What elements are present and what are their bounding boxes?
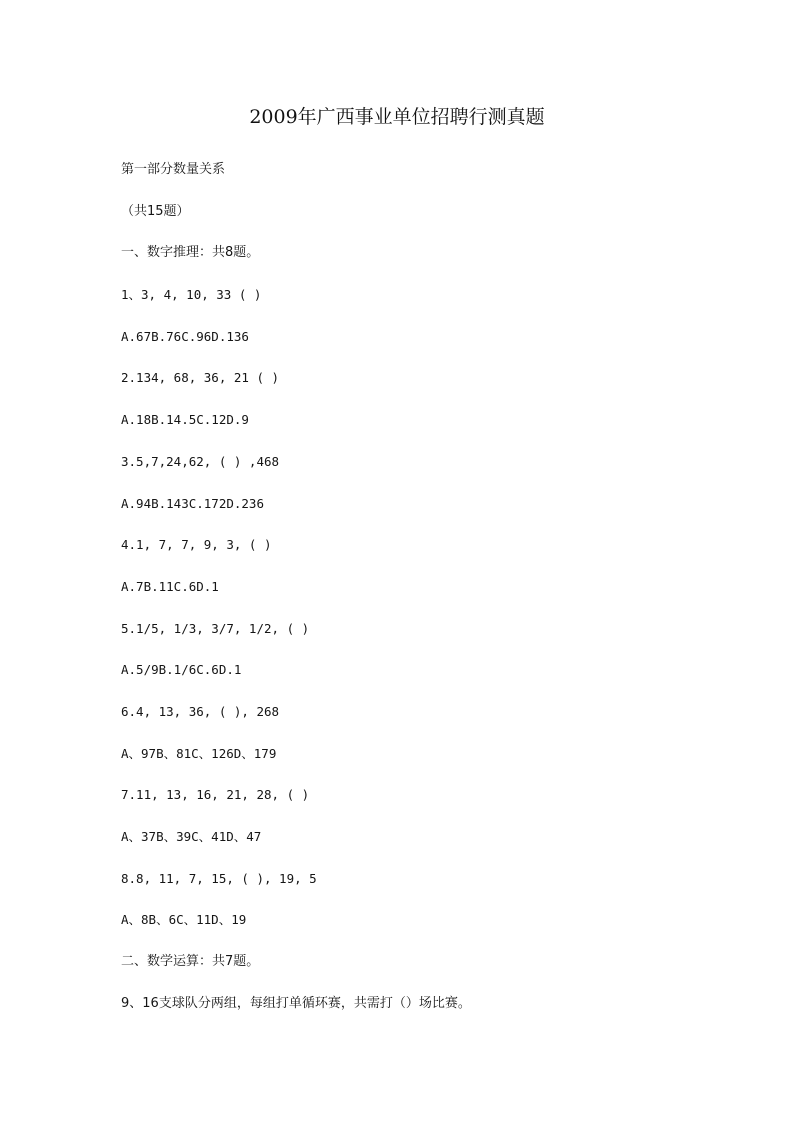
question-stem-9: 9、16支球队分两组，每组打单循环赛，共需打（）场比赛。 (121, 995, 471, 1011)
question-stem-2: 2.134, 68, 36, 21 ( ) (121, 370, 280, 386)
document-body (121, 160, 721, 1035)
question-options-5: A.5/9B.1/6C.6D.1 (121, 662, 242, 678)
question-stem-8: 8.8, 11, 7, 15, ( ), 19, 5 (121, 870, 317, 886)
question-options-1: A.67B.76C.96D.136 (121, 328, 249, 344)
question-options-7: A、37B、39C、41D、47 (121, 829, 262, 844)
part2-heading: 二、数学运算：共7题。 (121, 954, 260, 970)
question-stem-7: 7.11, 13, 16, 21, 28, ( ) (121, 787, 310, 803)
question-stem-1: 1、3, 4, 10, 33 ( ) (121, 287, 262, 303)
question-options-3: A.94B.143C.172D.236 (121, 495, 264, 511)
question-stem-6: 6.4, 13, 36, ( ), 268 (121, 703, 280, 719)
question-count-note: （共15题） (121, 203, 190, 219)
part1-heading: 一、数字推理：共8题。 (121, 245, 260, 261)
question-options-2: A.18B.14.5C.12D.9 (121, 412, 249, 428)
question-stem-3: 3.5,7,24,62, ( ) ,468 (121, 453, 280, 469)
question-options-6: A、97B、81C、126D、179 (121, 745, 277, 761)
document-title: 2009年广西事业单位招聘行测真题 (249, 106, 545, 128)
question-options-4: A.7B.11C.6D.1 (121, 578, 219, 594)
question-stem-4: 4.1, 7, 7, 9, 3, ( ) (121, 537, 272, 553)
question-stem-5: 5.1/5, 1/3, 3/7, 1/2, ( ) (121, 620, 310, 636)
question-options-8: A、8B、6C、11D、19 (121, 912, 247, 928)
section-heading: 第一部分数量关系 (121, 162, 226, 177)
